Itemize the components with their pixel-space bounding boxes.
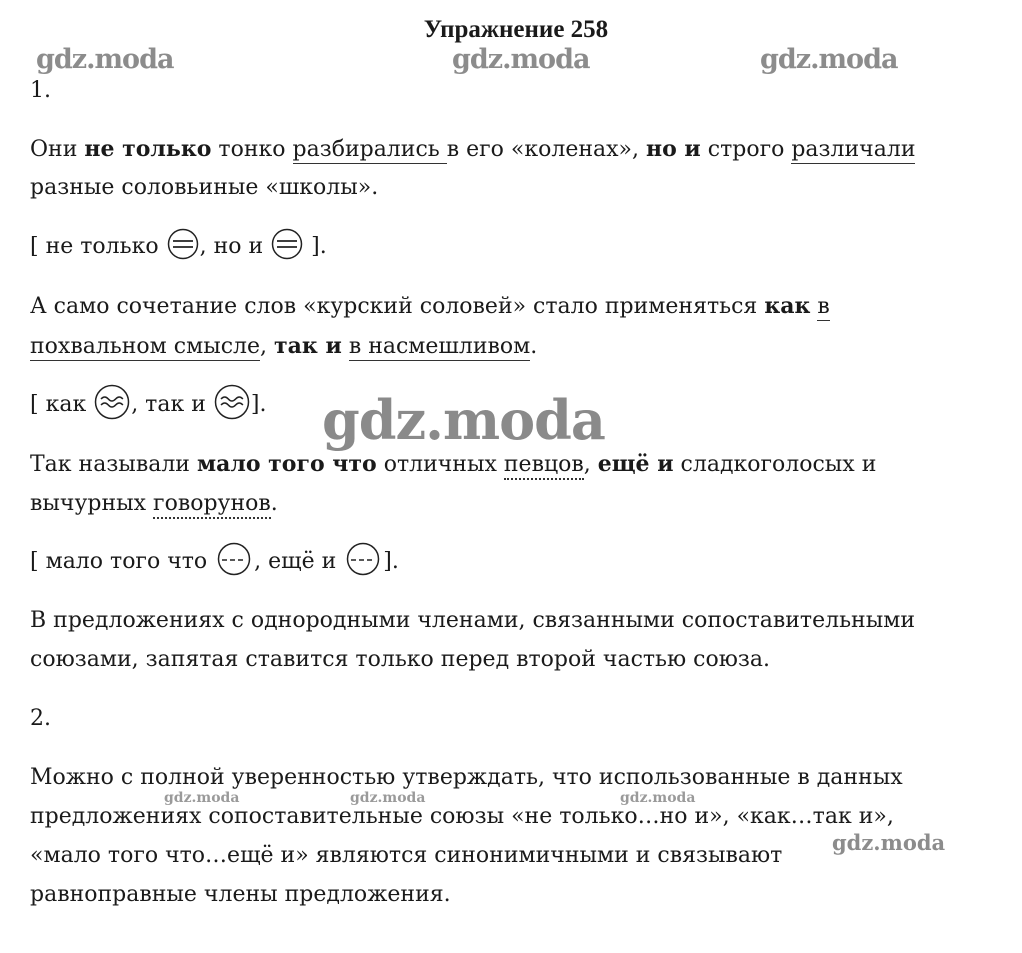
object-underline: говорунов	[153, 491, 271, 519]
sentence-1-line-2: разные соловьиные «школы».	[30, 175, 379, 200]
conclusion-line-4: равноправные члены предложения.	[30, 882, 451, 907]
object-underline: певцов	[504, 452, 584, 480]
watermark: gdz.moda	[452, 44, 590, 75]
predicate-underline: разбирались	[292, 137, 447, 162]
adverbial-underline: в насмешливом	[348, 334, 531, 359]
sentence-3-line-2: вычурных говорунов.	[30, 489, 278, 519]
object-circle-icon	[215, 542, 253, 576]
part-number: 2.	[30, 706, 51, 731]
predicate-underline: различали	[791, 137, 916, 162]
watermark: gdz.moda	[322, 388, 605, 452]
predicate-circle-icon	[167, 228, 199, 260]
page-title: Упражнение 258	[423, 16, 609, 43]
watermark: gdz.moda	[164, 790, 240, 806]
watermark: gdz.moda	[760, 44, 898, 75]
predicate-circle-icon	[271, 228, 303, 260]
part-number: 1.	[30, 78, 51, 103]
watermark: gdz.moda	[350, 790, 426, 806]
sentence-2-line-1: А само сочетание слов «курский соловей» стало применяться как в	[30, 293, 830, 319]
adverbial-circle-icon	[214, 384, 250, 420]
adverbial-underline: в	[817, 294, 830, 319]
watermark: gdz.moda	[620, 790, 696, 806]
object-circle-icon	[344, 542, 382, 576]
watermark: gdz.moda	[36, 44, 174, 75]
scheme-1: [ не только , но и ].	[30, 232, 327, 262]
conclusion-line-1: Можно с полной уверенностью утверждать, что использованные в данных	[30, 765, 903, 790]
rule-line-2: союзами, запятая ставится только перед второй частью союза.	[30, 647, 771, 672]
adverbial-circle-icon	[94, 384, 130, 420]
conclusion-line-2: предложениях сопоставительные союзы «не только…но и», «как…так и»,	[30, 804, 894, 829]
sentence-3-line-1: Так называли мало того что отличных певцов, ещё и сладкоголосых и	[30, 449, 876, 480]
scheme-3: [ мало того что , ещё и ].	[30, 547, 399, 577]
sentence-1-line-1: Они не только тонко разбирались в его «коленах», но и строго различали	[30, 136, 916, 162]
watermark: gdz.moda	[832, 830, 946, 855]
adverbial-underline: похвальном смысле	[30, 334, 261, 359]
scheme-2: [ как , так и ].	[30, 390, 266, 420]
sentence-2-line-2: похвальном смысле, так и в насмешливом.	[30, 333, 538, 359]
rule-line-1: В предложениях с однородными членами, связанными сопоставительными	[30, 608, 915, 633]
conclusion-line-3: «мало того что…ещё и» являются синонимичными и связывают	[30, 843, 783, 868]
